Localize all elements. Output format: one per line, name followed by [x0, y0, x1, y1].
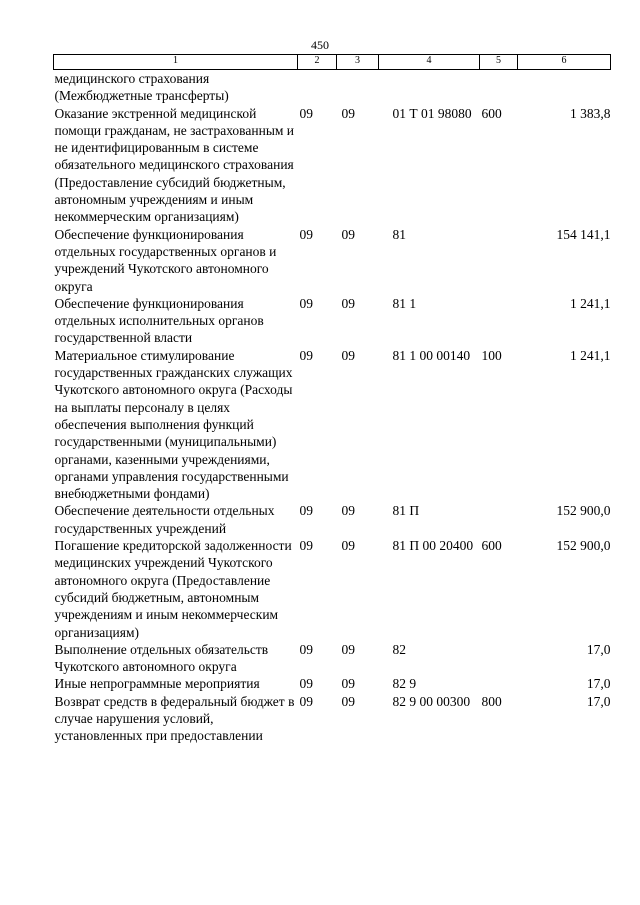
row-amount: 152 900,0	[556, 538, 611, 554]
row-amount: 1 241,1	[570, 347, 611, 363]
table-row	[54, 295, 611, 347]
row-subsection: 09	[341, 503, 355, 519]
table-row	[54, 537, 611, 641]
row-name: Погашение кредиторской задолженности медицинских учреждений Чукотского автономного округа (Предоставление субсидий бюджетным, автономным учреждениям и иным некоммерческим организациям)	[54, 538, 292, 640]
row-expense-type	[480, 502, 518, 537]
row-target-article: 81 1 00 00140	[392, 347, 471, 363]
column-header: 2	[298, 55, 337, 70]
table-header-row	[54, 55, 611, 70]
row-name: Обеспечение деятельности отдельных государственных учреждений	[54, 503, 275, 536]
column-header: 5	[480, 55, 518, 70]
row-name: Обеспечение функционирования отдельных исполнительных органов государственной власти	[54, 295, 264, 346]
row-amount: 152 900,0	[556, 503, 611, 519]
table-row	[54, 502, 611, 537]
column-header: 4	[379, 55, 480, 70]
row-section: 09	[299, 347, 313, 363]
table-row	[54, 226, 611, 295]
row-section: 09	[299, 105, 313, 121]
row-subsection: 09	[341, 347, 355, 363]
row-section: 09	[299, 226, 313, 242]
row-subsection: 09	[341, 105, 355, 121]
row-name: Обеспечение функционирования отдельных государственных органов и учреждений Чукотского автономного округа	[54, 226, 277, 294]
page-number: 450	[311, 38, 329, 52]
row-section: 09	[299, 641, 313, 657]
row-section: 09	[299, 693, 313, 709]
row-name: Иные непрограммные мероприятия	[54, 676, 260, 692]
table-row	[54, 675, 611, 692]
budget-table	[53, 54, 611, 745]
row-name: медицинского страхования (Межбюджетные трансферты)	[54, 71, 229, 104]
row-name: Оказание экстренной медицинской помощи гражданам, не застрахованным и не идентифицированным в системе обязательного медицинского страхования (Предоставление субсидий бюджетным, автономным учреждениям и иным некоммерческим организациям)	[54, 105, 295, 225]
row-expense-type: 600	[481, 538, 502, 554]
row-subsection: 09	[341, 226, 355, 242]
row-target-article: 82 9	[392, 676, 417, 692]
row-amount: 1 383,8	[570, 105, 611, 121]
row-amount: 1 241,1	[570, 295, 611, 311]
row-expense-type	[480, 295, 518, 347]
row-expense-type	[480, 70, 518, 105]
row-amount: 17,0	[586, 641, 611, 657]
row-amount: 17,0	[586, 693, 611, 709]
row-expense-type	[480, 675, 518, 692]
column-header: 1	[54, 55, 298, 70]
table-row	[54, 693, 611, 745]
row-expense-type: 600	[481, 105, 502, 121]
row-amount: 17,0	[586, 676, 611, 692]
row-section	[298, 70, 337, 105]
row-expense-type: 800	[481, 693, 502, 709]
row-subsection	[337, 70, 379, 105]
row-name: Материальное стимулирование государственных гражданских служащих Чукотского автономного округа (Расходы на выплаты персоналу в целях обеспечения выполнения функций государственными (муниципальными) органами, казенными учреждениями, органами управления государственными внебюджетными фондами)	[54, 347, 293, 502]
row-target-article	[379, 70, 480, 105]
row-section: 09	[299, 676, 313, 692]
row-expense-type	[480, 641, 518, 676]
column-header: 6	[518, 55, 611, 70]
table-row	[54, 641, 611, 676]
column-header: 3	[337, 55, 379, 70]
row-name: Выполнение отдельных обязательств Чукотского автономного округа	[54, 641, 269, 675]
row-amount	[518, 70, 611, 105]
row-subsection: 09	[341, 538, 355, 554]
row-expense-type: 100	[481, 347, 502, 363]
row-target-article: 81	[392, 226, 406, 242]
row-subsection: 09	[341, 693, 355, 709]
table-row	[54, 105, 611, 226]
row-target-article: 81 1	[392, 295, 417, 311]
row-section: 09	[299, 295, 313, 311]
table-body	[54, 70, 611, 745]
row-subsection: 09	[341, 295, 355, 311]
row-section: 09	[299, 503, 313, 519]
row-section: 09	[299, 538, 313, 554]
row-target-article: 82	[392, 641, 406, 657]
table-row	[54, 347, 611, 503]
table-row	[54, 70, 611, 105]
row-name: Возврат средств в федеральный бюджет в случае нарушения условий, установленных при предоставлении	[54, 693, 295, 744]
row-amount: 154 141,1	[556, 226, 611, 242]
row-expense-type	[480, 226, 518, 295]
row-subsection: 09	[341, 641, 355, 657]
row-target-article: 82 9 00 00300	[392, 693, 471, 709]
row-target-article: 81 П	[392, 503, 420, 519]
row-subsection: 09	[341, 676, 355, 692]
row-target-article: 81 П 00 20400	[392, 538, 474, 554]
row-target-article: 01 Т 01 98080	[392, 105, 472, 121]
